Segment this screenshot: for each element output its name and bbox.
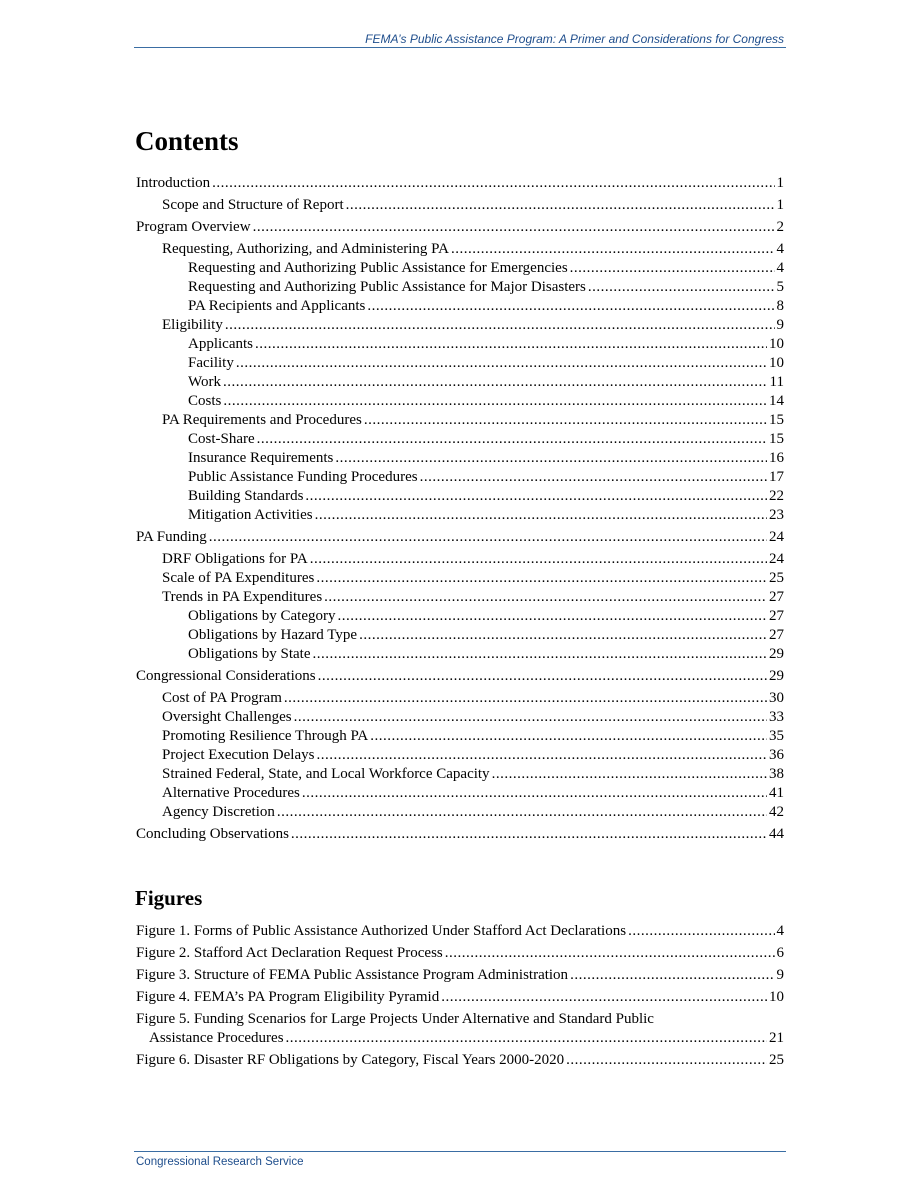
toc-entry-label: Applicants: [188, 336, 253, 352]
dot-leader: [223, 373, 768, 392]
toc-entry-label: Trends in PA Expenditures: [162, 589, 323, 605]
toc-entry[interactable]: [136, 297, 784, 316]
toc-entry-label: Requesting, Authorizing, and Administering PA: [162, 241, 449, 257]
dot-leader: [212, 174, 774, 193]
toc-entry-page: 27: [769, 589, 784, 605]
toc-entry-label: Program Overview: [136, 219, 251, 235]
toc-entry-page: 22: [769, 488, 784, 504]
toc-entry-label: Congressional Considerations: [136, 668, 316, 684]
toc-entry[interactable]: [136, 278, 784, 297]
toc-entry-page: 2: [776, 219, 784, 235]
toc-entry-label: Cost of PA Program: [162, 690, 282, 706]
toc-entry[interactable]: [136, 373, 784, 392]
toc-entry-label: Obligations by Category: [188, 608, 336, 624]
dot-leader: [337, 607, 767, 626]
figure-entry-label: Figure 5. Funding Scenarios for Large Projects Under Alternative and Standard Public: [136, 1011, 654, 1027]
toc-entry[interactable]: [136, 392, 784, 411]
toc-entry-page: 14: [769, 393, 784, 409]
dot-leader: [236, 354, 767, 373]
toc-entry-label: Building Standards: [188, 488, 304, 504]
figure-entry-page: 9: [776, 967, 784, 983]
toc-entry[interactable]: [136, 316, 784, 335]
toc-entry[interactable]: [136, 449, 784, 468]
toc-entry-label: Concluding Observations: [136, 826, 289, 842]
dot-leader: [291, 825, 767, 844]
figure-entry-label: Figure 1. Forms of Public Assistance Authorized Under Stafford Act Declarations: [136, 923, 627, 939]
toc-entry-label: Alternative Procedures: [162, 785, 300, 801]
figure-entry[interactable]: [136, 1051, 784, 1070]
toc-entry-page: 10: [769, 355, 784, 371]
dot-leader: [445, 944, 775, 963]
toc-entry[interactable]: [136, 468, 784, 487]
dot-leader: [277, 803, 767, 822]
dot-leader: [313, 645, 768, 664]
figure-entry-page: 10: [769, 989, 784, 1005]
toc-entry[interactable]: [136, 550, 784, 569]
toc-entry-page: 33: [769, 709, 784, 725]
toc-entry-label: PA Recipients and Applicants: [188, 298, 366, 314]
dot-leader: [364, 411, 767, 430]
toc-entry-label: Strained Federal, State, and Local Workforce Capacity: [162, 766, 490, 782]
toc-entry-label: Scope and Structure of Report: [162, 197, 344, 213]
dot-leader: [315, 506, 767, 525]
dot-leader: [451, 240, 775, 259]
dot-leader: [367, 297, 774, 316]
toc-entry-label: PA Requirements and Procedures: [162, 412, 362, 428]
figure-entry-page: 4: [776, 923, 784, 939]
toc-entry[interactable]: [136, 430, 784, 449]
dot-leader: [223, 392, 767, 411]
dot-leader: [335, 449, 767, 468]
toc-entry-page: 29: [769, 668, 784, 684]
dot-leader: [286, 1029, 767, 1048]
toc-entry-page: 29: [769, 646, 784, 662]
toc-entry-page: 24: [769, 551, 784, 567]
toc-entry[interactable]: [136, 588, 784, 607]
toc-entry[interactable]: [136, 626, 784, 645]
toc-entry-label: Scale of PA Expenditures: [162, 570, 315, 586]
toc-entry-page: 4: [776, 260, 784, 276]
toc-entry-page: 17: [769, 469, 784, 485]
toc-entry[interactable]: [136, 689, 784, 708]
toc-entry-page: 30: [769, 690, 784, 706]
toc-entry-page: 41: [769, 785, 784, 801]
toc-entry-label: Obligations by Hazard Type: [188, 627, 358, 643]
contents-heading: Contents: [135, 126, 239, 156]
toc-entry-page: 10: [769, 336, 784, 352]
dot-leader: [588, 278, 775, 297]
dot-leader: [253, 218, 775, 237]
toc-entry-page: 1: [776, 197, 784, 213]
dot-leader: [318, 667, 767, 686]
figure-entry-label: Figure 4. FEMA’s PA Program Eligibility Pyramid: [136, 989, 440, 1005]
toc-entry-page: 42: [769, 804, 784, 820]
toc-entry[interactable]: [136, 196, 784, 215]
toc-entry-page: 15: [769, 431, 784, 447]
figure-entry-label: Figure 2. Stafford Act Declaration Request Process: [136, 945, 443, 961]
toc-entry[interactable]: [136, 803, 784, 822]
toc-entry-label: Requesting and Authorizing Public Assistance for Emergencies: [188, 260, 568, 276]
toc-entry[interactable]: [136, 727, 784, 746]
toc-entry[interactable]: [136, 708, 784, 727]
dot-leader: [305, 487, 767, 506]
figure-entry-page: 21: [769, 1030, 784, 1046]
toc-entry-page: 36: [769, 747, 784, 763]
toc-entry[interactable]: [136, 607, 784, 626]
dot-leader: [359, 626, 767, 645]
footer-rule: [134, 1151, 786, 1152]
dot-leader: [310, 550, 767, 569]
toc-entry-label: DRF Obligations for PA: [162, 551, 308, 567]
figure-entry[interactable]: [136, 988, 784, 1007]
toc-entry-label: PA Funding: [136, 529, 207, 545]
toc-entry-label: Oversight Challenges: [162, 709, 292, 725]
running-header: [134, 34, 786, 48]
dot-leader: [302, 784, 767, 803]
dot-leader: [316, 569, 767, 588]
toc-entry-page: 35: [769, 728, 784, 744]
toc-entry-page: 23: [769, 507, 784, 523]
figure-entry-continuation: Assistance Procedures: [149, 1030, 284, 1046]
toc-entry-page: 5: [776, 279, 784, 295]
toc-entry-label: Work: [188, 374, 221, 390]
toc-entry[interactable]: [136, 746, 784, 765]
toc-entry-page: 1: [776, 175, 784, 191]
toc-entry[interactable]: [136, 645, 784, 664]
toc-entry-label: Eligibility: [162, 317, 223, 333]
toc-entry-label: Obligations by State: [188, 646, 311, 662]
toc-entry[interactable]: [136, 569, 784, 588]
figure-entry[interactable]: [136, 966, 784, 985]
toc-entry[interactable]: [136, 825, 784, 844]
dot-leader: [257, 430, 767, 449]
toc-entry[interactable]: [136, 411, 784, 430]
dot-leader: [420, 468, 767, 487]
toc-entry[interactable]: [136, 354, 784, 373]
toc-entry-label: Public Assistance Funding Procedures: [188, 469, 418, 485]
dot-leader: [284, 689, 767, 708]
contents-list: [136, 174, 784, 844]
toc-entry[interactable]: [136, 259, 784, 278]
figures-heading: Figures: [135, 886, 203, 910]
toc-entry-page: 44: [769, 826, 784, 842]
dot-leader: [441, 988, 767, 1007]
toc-entry-page: 27: [769, 608, 784, 624]
toc-entry[interactable]: [136, 528, 784, 547]
figure-entry-label: Figure 6. Disaster RF Obligations by Category, Fiscal Years 2000-2020: [136, 1052, 565, 1068]
figure-entry-page: 6: [776, 945, 784, 961]
toc-entry-page: 16: [769, 450, 784, 466]
toc-entry-label: Cost-Share: [188, 431, 255, 447]
toc-entry[interactable]: [136, 240, 784, 259]
dot-leader: [492, 765, 767, 784]
dot-leader: [225, 316, 775, 335]
toc-entry[interactable]: [136, 667, 784, 686]
toc-entry[interactable]: [136, 174, 784, 193]
toc-entry-label: Facility: [188, 355, 234, 371]
dot-leader: [316, 746, 767, 765]
toc-entry-page: 27: [769, 627, 784, 643]
dot-leader: [294, 708, 767, 727]
toc-entry-page: 4: [776, 241, 784, 257]
toc-entry-label: Mitigation Activities: [188, 507, 313, 523]
toc-entry[interactable]: [136, 765, 784, 784]
dot-leader: [566, 1051, 767, 1070]
dot-leader: [209, 528, 767, 547]
toc-entry-label: Agency Discretion: [162, 804, 275, 820]
toc-entry-page: 25: [769, 570, 784, 586]
figures-list: [136, 922, 784, 1070]
toc-entry[interactable]: [136, 506, 784, 525]
toc-entry[interactable]: [136, 335, 784, 354]
dot-leader: [324, 588, 767, 607]
toc-entry-page: 8: [776, 298, 784, 314]
toc-entry[interactable]: [136, 218, 784, 237]
header-title: FEMA’s Public Assistance Program: A Primer and Considerations for Congress: [365, 32, 784, 46]
toc-entry-label: Insurance Requirements: [188, 450, 334, 466]
toc-entry-page: 9: [776, 317, 784, 333]
toc-entry[interactable]: [136, 784, 784, 803]
toc-entry-page: 15: [769, 412, 784, 428]
toc-entry-page: 38: [769, 766, 784, 782]
toc-entry-page: 11: [769, 374, 784, 390]
toc-entry[interactable]: [136, 487, 784, 506]
toc-entry-label: Promoting Resilience Through PA: [162, 728, 369, 744]
dot-leader: [255, 335, 767, 354]
dot-leader: [628, 922, 774, 941]
toc-entry-page: 24: [769, 529, 784, 545]
toc-entry-label: Requesting and Authorizing Public Assistance for Major Disasters: [188, 279, 586, 295]
figure-entry-page: 25: [769, 1052, 784, 1068]
dot-leader: [370, 727, 767, 746]
dot-leader: [570, 966, 774, 985]
figure-entry[interactable]: [136, 944, 784, 963]
dot-leader: [346, 196, 775, 215]
dot-leader: [570, 259, 775, 278]
toc-entry-label: Introduction: [136, 175, 211, 191]
figure-entry-label: Figure 3. Structure of FEMA Public Assistance Program Administration: [136, 967, 569, 983]
toc-entry-label: Costs: [188, 393, 222, 409]
footer-text: Congressional Research Service: [136, 1156, 304, 1168]
toc-entry-label: Project Execution Delays: [162, 747, 315, 763]
figure-entry[interactable]: [136, 922, 784, 941]
figure-entry[interactable]: [136, 1010, 784, 1048]
